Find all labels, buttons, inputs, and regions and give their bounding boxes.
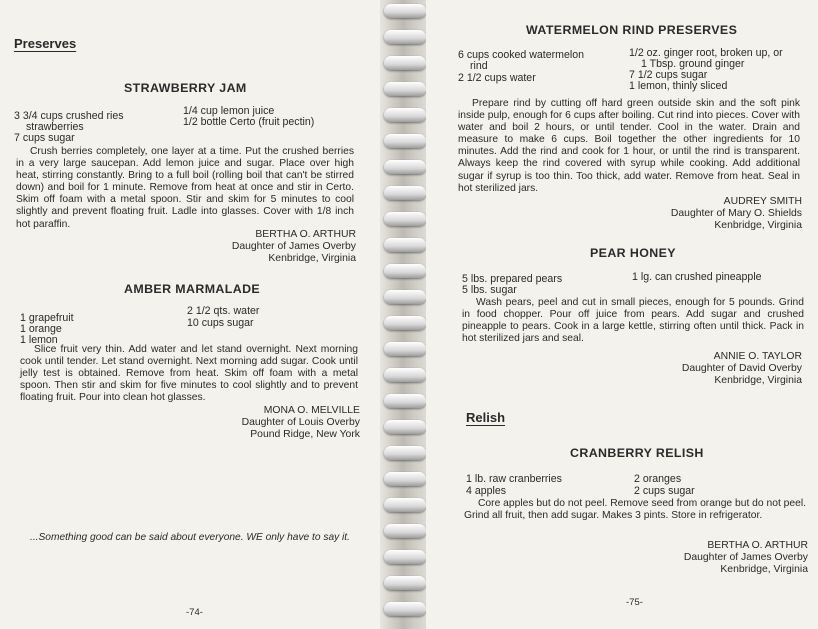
ingredient: 2 1/2 qts. water bbox=[187, 305, 260, 317]
binding-ring bbox=[384, 30, 426, 44]
section-heading-relish: Relish bbox=[466, 410, 506, 425]
ingredient: 5 lbs. sugar bbox=[462, 284, 517, 296]
recipe-author bbox=[606, 351, 802, 388]
author-name: BERTHA O. ARTHUR bbox=[707, 540, 808, 551]
recipe-author bbox=[160, 405, 360, 442]
binding-ring bbox=[384, 290, 426, 304]
recipe-directions: Wash pears, peel and cut in small pieces, enough for 5 pounds. Grind in food chopper. Pour off juice from pears. Add sugar and crushed pineapple to pears. Cook in a large kettle, stirring often until thick. Pack in hot sterilized jars and seal. bbox=[462, 297, 804, 345]
binding-ring bbox=[384, 602, 426, 616]
binding-ring bbox=[384, 108, 426, 122]
recipe-title-watermelon-rind-preserves: WATERMELON RIND PRESERVES bbox=[526, 23, 738, 37]
binding-ring bbox=[384, 82, 426, 96]
ingredient: 1/2 oz. ginger root, broken up, or bbox=[629, 47, 783, 59]
ingredient: 3 3/4 cups crushed ries bbox=[14, 110, 124, 122]
author-relation: Daughter of Louis Overby bbox=[241, 417, 360, 429]
author-location: Pound Ridge, New York bbox=[250, 429, 360, 441]
binding-ring bbox=[384, 238, 426, 252]
ingredient: 1 Tbsp. ground ginger bbox=[641, 58, 745, 70]
binding-ring bbox=[384, 550, 426, 564]
recipe-directions: Prepare rind by cutting off hard green outside skin and the soft pink inside pulp, enough for 6 cups after boiling. Cut rind into pieces. Cover with water and boil 2 hours, or until tender. Cool in the water. Drain and measure to make 6 cups. Boil together the other ingredients for 10 minutes. Add the rind and cook for 1 hour, or until the rind is transparent. Always keep the rind covered with syrup while cooking. Add additional sugar if syrup is too thin. Too thick, add water. Remove from heat. Seal in hot sterilized jars. bbox=[458, 98, 800, 194]
page-number: -74- bbox=[186, 607, 203, 618]
author-name: BERTHA O. ARTHUR bbox=[255, 229, 356, 240]
binding-ring bbox=[384, 56, 426, 70]
author-relation: Daughter of James Overby bbox=[231, 241, 356, 253]
author-location: Kenbridge, Virginia bbox=[720, 564, 808, 576]
author-relation: Daughter of David Overby bbox=[681, 363, 802, 375]
ingredient: 2 1/2 cups water bbox=[458, 72, 536, 84]
ingredient: 10 cups sugar bbox=[187, 317, 254, 329]
ingredient: 1/4 cup lemon juice bbox=[183, 105, 275, 117]
recipe-author bbox=[160, 229, 356, 266]
ingredient: 5 lbs. prepared pears bbox=[462, 273, 563, 285]
binding-ring bbox=[384, 186, 426, 200]
binding-ring bbox=[384, 394, 426, 408]
binding-ring bbox=[384, 4, 426, 18]
page-quote: ...Something good can be said about everyone. WE only have to say it. bbox=[30, 532, 350, 543]
binding-ring bbox=[384, 498, 426, 512]
recipe-author bbox=[610, 540, 808, 577]
recipe-title-strawberry-jam: STRAWBERRY JAM bbox=[124, 81, 247, 95]
recipe-directions: Core apples but do not peel. Remove seed from orange but do not peel. Grind all fruit, then add sugar. Makes 3 pints. Store in refrigerator. bbox=[464, 498, 806, 522]
binding-ring bbox=[384, 160, 426, 174]
ingredient: strawberries bbox=[26, 121, 84, 133]
binding-ring bbox=[384, 134, 426, 148]
section-heading-preserves: Preserves bbox=[14, 36, 77, 51]
binding-ring bbox=[384, 446, 426, 460]
recipe-directions: Slice fruit very thin. Add water and let stand overnight. Next morning cook until tender. Let stand overnight. Next morning add sugar. Cook until jelly test is obtained. Remove from heat. Skim off foam with a metal spoon. Then stir and skim for five minutes to cool slightly and to prevent floating fruit. Pour into clean hot glasses. bbox=[20, 344, 358, 404]
recipe-author bbox=[606, 196, 802, 233]
ingredient: 1 lemon bbox=[20, 334, 58, 346]
binding-ring bbox=[384, 342, 426, 356]
ingredient: 6 cups cooked watermelon bbox=[458, 49, 585, 61]
ingredient: 1 lemon, thinly sliced bbox=[629, 80, 728, 92]
binding-ring bbox=[384, 316, 426, 330]
ingredient: 1 orange bbox=[20, 323, 62, 335]
recipe-title-pear-honey: PEAR HONEY bbox=[590, 246, 676, 260]
ingredient: 4 apples bbox=[466, 485, 507, 497]
page-number: -75- bbox=[626, 597, 643, 608]
binding-ring bbox=[384, 264, 426, 278]
binding-ring bbox=[384, 524, 426, 538]
author-name: ANNIE O. TAYLOR bbox=[713, 351, 802, 362]
author-location: Kenbridge, Virginia bbox=[714, 220, 802, 232]
author-relation: Daughter of James Overby bbox=[683, 552, 808, 564]
ingredient: 1 grapefruit bbox=[20, 312, 74, 324]
ingredient: 2 oranges bbox=[634, 473, 682, 485]
recipe-title-cranberry-relish: CRANBERRY RELISH bbox=[570, 446, 704, 460]
left-page bbox=[0, 0, 392, 629]
binding-ring bbox=[384, 212, 426, 226]
author-name: MONA O. MELVILLE bbox=[263, 405, 360, 416]
author-location: Kenbridge, Virginia bbox=[268, 253, 356, 265]
ingredient: 1 lg. can crushed pineapple bbox=[632, 271, 762, 283]
binding-ring bbox=[384, 420, 426, 434]
author-location: Kenbridge, Virginia bbox=[714, 375, 802, 387]
ingredient: rind bbox=[470, 60, 488, 72]
recipe-directions: Crush berries completely, one layer at a time. Put the crushed berries in a very large saucepan. Add lemon juice and sugar. Place over high heat, stirring constantly. Bring to a full boil (rolling boil that can't be stirred down) and boil for 1 minute. Remove from heat at once and stir in Certo. Skim off foam with a metal spoon. Stir and skim for 5 minutes to cool slightly and prevent floating fruit. Ladle into glasses. Cover with 1/8 inch hot paraffin. bbox=[16, 146, 354, 230]
recipe-title-amber-marmalade: AMBER MARMALADE bbox=[124, 282, 261, 296]
author-name: AUDREY SMITH bbox=[723, 196, 802, 207]
binding-ring bbox=[384, 576, 426, 590]
ingredient: 1/2 bottle Certo (fruit pectin) bbox=[183, 116, 315, 128]
ingredient: 7 cups sugar bbox=[14, 132, 75, 144]
ingredient: 7 1/2 cups sugar bbox=[629, 69, 708, 81]
binding-ring bbox=[384, 472, 426, 486]
right-page bbox=[426, 0, 818, 629]
ingredient: 1 lb. raw cranberries bbox=[466, 473, 562, 485]
binding-ring bbox=[384, 368, 426, 382]
ingredient: 2 cups sugar bbox=[634, 485, 695, 497]
author-relation: Daughter of Mary O. Shields bbox=[670, 208, 802, 220]
